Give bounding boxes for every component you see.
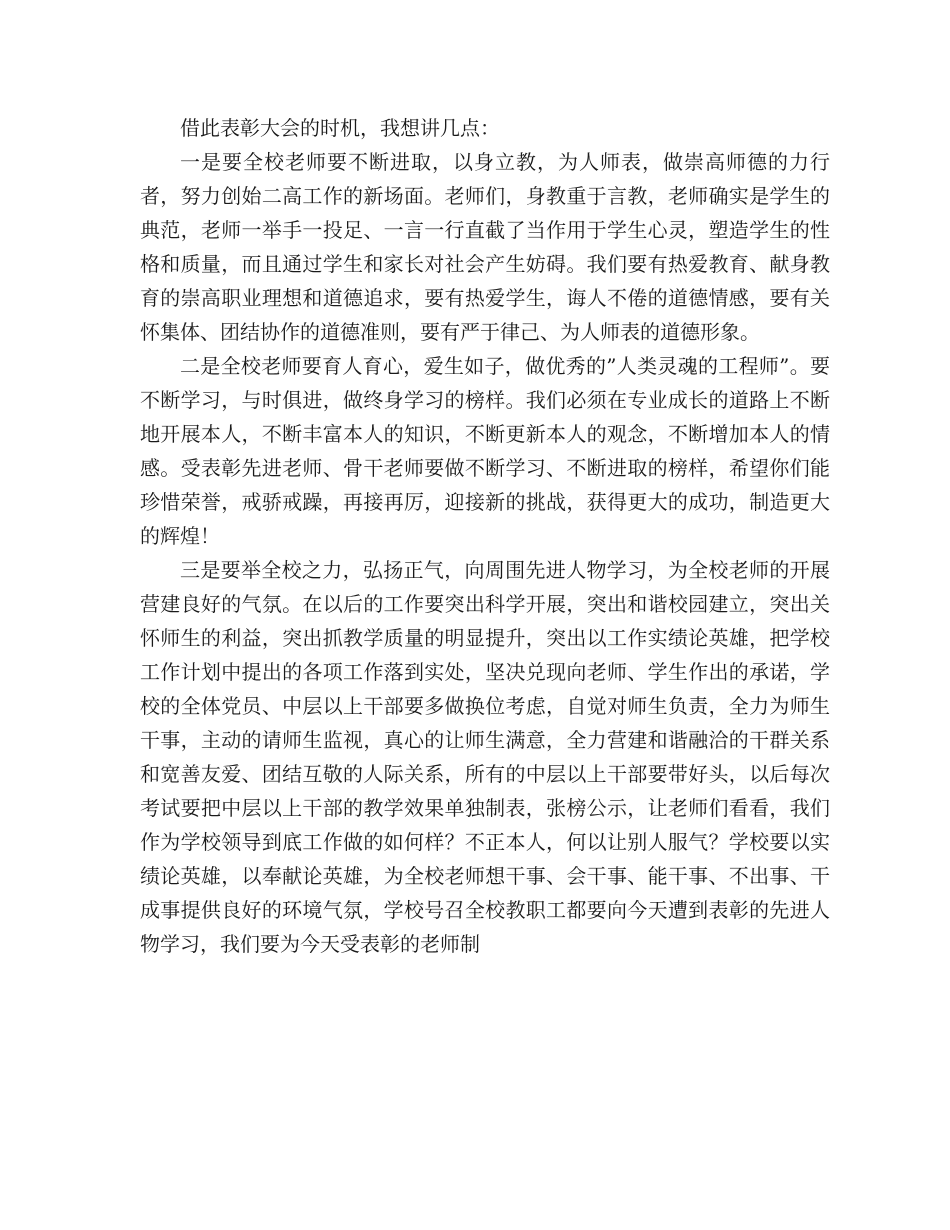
document-body xyxy=(140,111,830,961)
point-three-paragraph: 三是要举全校之力，弘扬正气，向周围先进人物学习，为全校老师的开展营建良好的气氛。在以后的工作要突出科学开展，突出和谐校园建立，突出关怀师生的利益，突出抓教学质量的明显提升，突出以工作实绩论英雄，把学校工作计划中提出的各项工作落到实处，坚决兑现向老师、学生作出的承诺，学校的全体党员、中层以上干部要多做换位考虑，自觉对师生负责，全力为师生干事，主动的请师生监视，真心的让师生满意，全力营建和谐融洽的干群关系和宽善友爱、团结互敬的人际关系，所有的中层以上干部要带好头，以后每次考试要把中层以上干部的教学效果单独制表，张榜公示，让老师们看看，我们作为学校领导到底工作做的如何样？不正本人，何以让别人服气？学校要以实绩论英雄，以奉献论英雄，为全校老师想干事、会干事、能干事、不出事、干成事提供良好的环境气氛，学校号召全校教职工都要向今天遭到表彰的先进人物学习，我们要为今天受表彰的老师制 xyxy=(140,558,830,956)
point-one-paragraph: 一是要全校老师要不断进取，以身立教，为人师表，做崇高师德的力行者，努力创始二高工作的新场面。老师们，身教重于言教，老师确实是学生的典范，老师一举手一投足、一言一行直截了当作用于学生心灵，塑造学生的性格和质量，而且通过学生和家长对社会产生妨碍。我们要有热爱教育、献身教育的崇高职业理想和道德追求，要有热爱学生，诲人不倦的道德情感，要有关怀集体、团结协作的道德准则，要有严于律己、为人师表的道德形象。 xyxy=(140,150,830,344)
point-two-paragraph: 二是全校老师要育人育心，爱生如子，做优秀的”人类灵魂的工程师”。要不断学习，与时俱进，做终身学习的榜样。我们必须在专业成长的道路上不断地开展本人，不断丰富本人的知识，不断更新本人的观念，不断增加本人的情感。受表彰先进老师、骨干老师要做不断学习、不断进取的榜样，希望你们能珍惜荣誉，戒骄戒躁，再接再厉，迎接新的挑战，获得更大的成功，制造更大的辉煌！ xyxy=(140,354,830,548)
intro-paragraph: 借此表彰大会的时机，我想讲几点： xyxy=(180,116,500,140)
